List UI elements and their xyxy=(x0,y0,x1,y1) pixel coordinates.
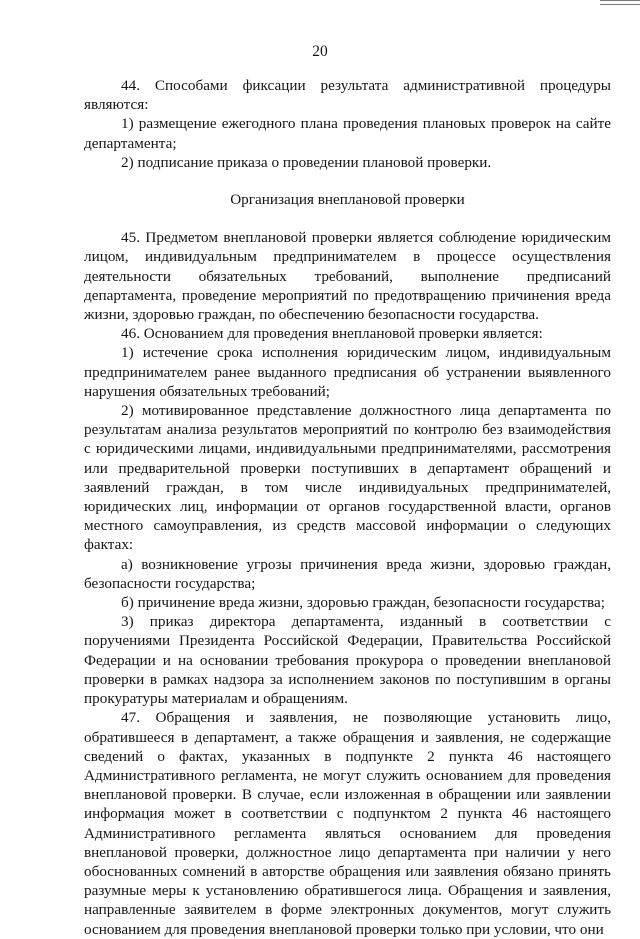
paragraph-46-item-2: 2) мотивированное представление должностного лица департамента по результатам анализа результатов мероприятий по контролю без взаимодействия с юридическими лицами, индивидуальными предпринимателями, рассмотрения или предварительной проверки поступивших в департамент обращений и заявлений граждан, в том числе индивидуальных предпринимателей, юридических лиц, информации от органов государственной власти, органов местного самоуправления, из средств массовой информации о следующих фактах: xyxy=(84,402,611,554)
paragraph-45: 45. Предметом внеплановой проверки является соблюдение юридическим лицом, индивидуальным предпринимателем в процессе осуществления деятельности обязательных требований, выполнение предписаний департамента, проведение мероприятий по предотвращению причинения вреда жизни, здоровью граждан, по обеспечению безопасности государства. xyxy=(84,229,611,324)
paragraph-44-item-2: 2) подписание приказа о проведении плановой проверки. xyxy=(121,153,492,171)
paragraph-47: 47. Обращения и заявления, не позволяющие установить лицо, обратившееся в департамент, а также обращения и заявления, не содержащие сведений о фактах, указанных в подпункте 2 пункта 46 настоящего Административного регламента, не могут служить основанием для проведения внеплановой проверки. В случае, если изложенная в обращении или заявлении информация может в соответствии с подпунктом 2 пункта 46 настоящего Административного регламента являться основанием для проведения внеплановой проверки, должностное лицо департамента при наличии у него обоснованных сомнений в авторстве обращения или заявления обязано принять разумные меры к установлению обратившегося лица. Обращения и заявления, направленные заявителем в форме электронных документов, могут служить основанием для проведения внеплановой проверки только при условии, что они xyxy=(84,709,611,938)
scan-corner-mark xyxy=(600,0,640,5)
paragraph-44: 44. Способами фиксации результата административной процедуры являются: xyxy=(84,77,611,114)
paragraph-44-item-1: 1) размещение ежегодного плана проведения плановых проверок на сайте департамента; xyxy=(84,115,611,152)
paragraph-46-item-3: 3) приказ директора департамента, изданный в соответствии с поручениями Президента Российской Федерации, Правительства Российской Федерации и на основании требования прокурора о проведении внеплановой проверки в рамках надзора за исполнением законов по поступившим в органы прокуратуры материалам и обращениям. xyxy=(84,613,611,708)
document-body xyxy=(84,76,611,939)
paragraph-46-item-2a: а) возникновение угрозы причинения вреда жизни, здоровью граждан, безопасности государства; xyxy=(84,555,611,592)
section-heading: Организация внеплановой проверки xyxy=(230,191,465,209)
page-number: 20 xyxy=(312,43,328,60)
paragraph-46: 46. Основанием для проведения внеплановой проверки является: xyxy=(121,325,543,343)
paragraph-46-item-2b: б) причинение вреда жизни, здоровью граждан, безопасности государства; xyxy=(121,594,605,612)
paragraph-46-item-1: 1) истечение срока исполнения юридическим лицом, индивидуальным предпринимателем ранее выданного предписания об устранении выявленного нарушения обязательных требований; xyxy=(84,344,611,400)
